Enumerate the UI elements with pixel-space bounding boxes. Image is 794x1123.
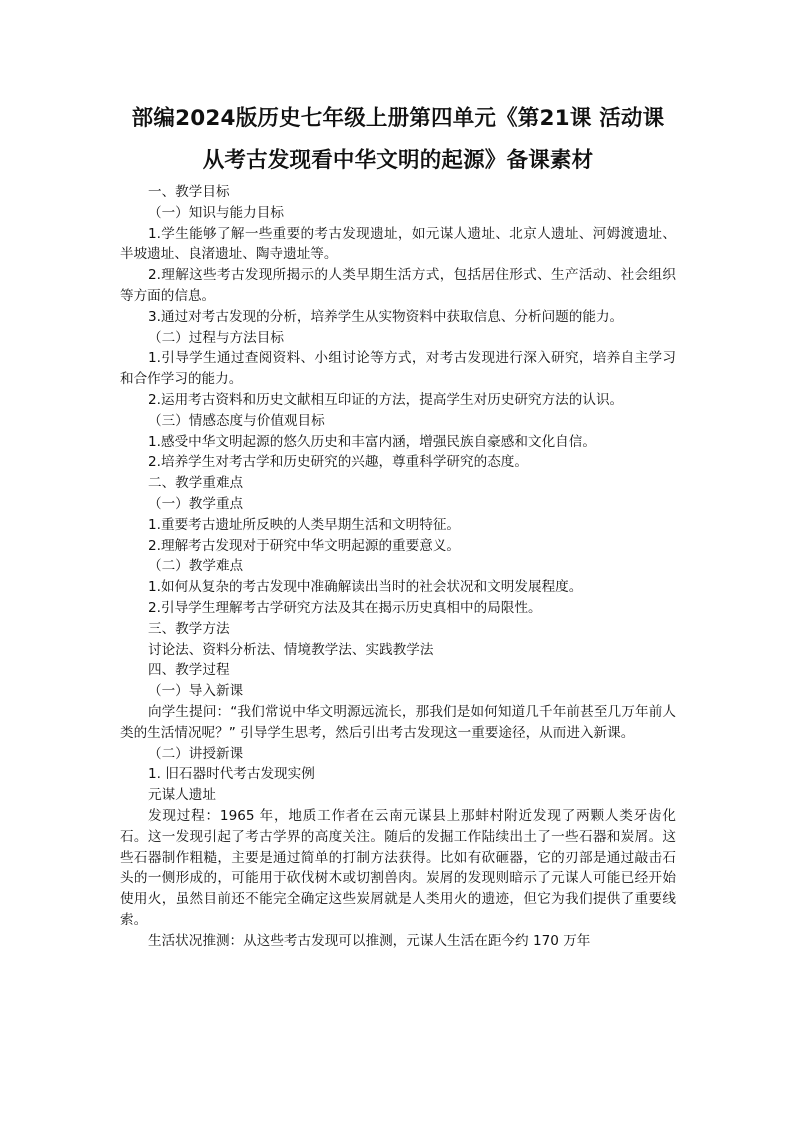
paragraph: 2.运用考古资料和历史文献相互印证的方法，提高学生对历史研究方法的认识。 [148, 391, 624, 408]
subheading-difficult-points: （二）教学难点 [148, 558, 244, 575]
paragraph: 1.引导学生通过查阅资料、小组讨论等方式，对考古发现进行深入研究，培养自主学习和合作学习的能力。 [120, 350, 676, 388]
subheading-emotion-values: （三）情感态度与价值观目标 [148, 412, 325, 429]
paragraph: 2.引导学生理解考古学研究方法及其在揭示历史真相中的局限性。 [148, 599, 542, 616]
document-page [120, 98, 676, 951]
paragraph: 向学生提问：“我们常说中华文明源远流长，那我们是如何知道几千年前甚至几万年前人类的生活情况呢？” 引导学生思考，然后引出考古发现这一重要途径，从而进入新课。 [120, 703, 676, 741]
heading-teaching-methods: 三、教学方法 [148, 620, 230, 637]
paragraph: 1.学生能够了解一些重要的考古发现遗址，如元谋人遗址、北京人遗址、河姆渡遗址、半坡遗址、良渚遗址、陶寺遗址等。 [120, 225, 676, 263]
subheading-introduction: （一）导入新课 [148, 683, 244, 700]
paragraph: 1.如何从复杂的考古发现中准确解读出当时的社会状况和文明发展程度。 [148, 579, 583, 596]
heading-teaching-objectives: 一、教学目标 [148, 184, 230, 200]
subheading-paleolithic-examples: 1. 旧石器时代考古发现实例 [148, 766, 315, 783]
heading-teaching-process: 四、教学过程 [148, 662, 230, 679]
paragraph: 生活状况推测：从这些考古发现可以推测，元谋人生活在距今约 170 万年 [148, 932, 591, 949]
paragraph: 1.感受中华文明起源的悠久历史和丰富内涵，增强民族自豪感和文化自信。 [148, 433, 596, 450]
paragraph: 2.理解考古发现对于研究中华文明起源的重要意义。 [148, 537, 461, 554]
subheading-knowledge-ability: （一）知识与能力目标 [148, 204, 284, 221]
paragraph: 2.理解这些考古发现所揭示的人类早期生活方式，包括居住形式、生产活动、社会组织等方面的信息。 [120, 267, 676, 304]
subheading-new-lesson: （二）讲授新课 [148, 745, 244, 762]
paragraph: 1.重要考古遗址所反映的人类早期生活和文明特征。 [148, 516, 461, 533]
subheading-key-points: （一）教学重点 [148, 495, 244, 512]
document-title: 部编2024版历史七年级上册第四单元《第21课 活动课 从考古发现看中华文明的起源》备课素材 [131, 106, 665, 173]
subheading-process-method: （二）过程与方法目标 [148, 329, 284, 346]
paragraph: 3.通过对考古发现的分析，培养学生从实物资料中获取信息、分析问题的能力。 [148, 308, 624, 325]
paragraph: 2.培养学生对考古学和历史研究的兴趣，尊重科学研究的态度。 [148, 454, 528, 471]
heading-key-difficult-points: 二、教学重难点 [148, 475, 244, 492]
subheading-yuanmou-site: 元谋人遗址 [148, 787, 216, 804]
paragraph: 讨论法、资料分析法、情境教学法、实践教学法 [148, 641, 434, 658]
paragraph: 发现过程：1965 年，地质工作者在云南元谋县上那蚌村附近发现了两颗人类牙齿化石。这一发现引起了考古学界的高度关注。随后的发掘工作陆续出土了一些石器和炭屑。这些石器制作粗糙，主要是通过简单的打制方法获得。比如有砍砸器，它的刃部是通过敲击石头的一侧形成的，可能用于砍伐树木或切割兽肉。炭屑的发现则暗示了元谋人可能已经开始使用火，虽然目前还不能完全确定这些炭屑就是人类用火的遗迹，但它为我们提供了重要线索。 [120, 807, 676, 928]
